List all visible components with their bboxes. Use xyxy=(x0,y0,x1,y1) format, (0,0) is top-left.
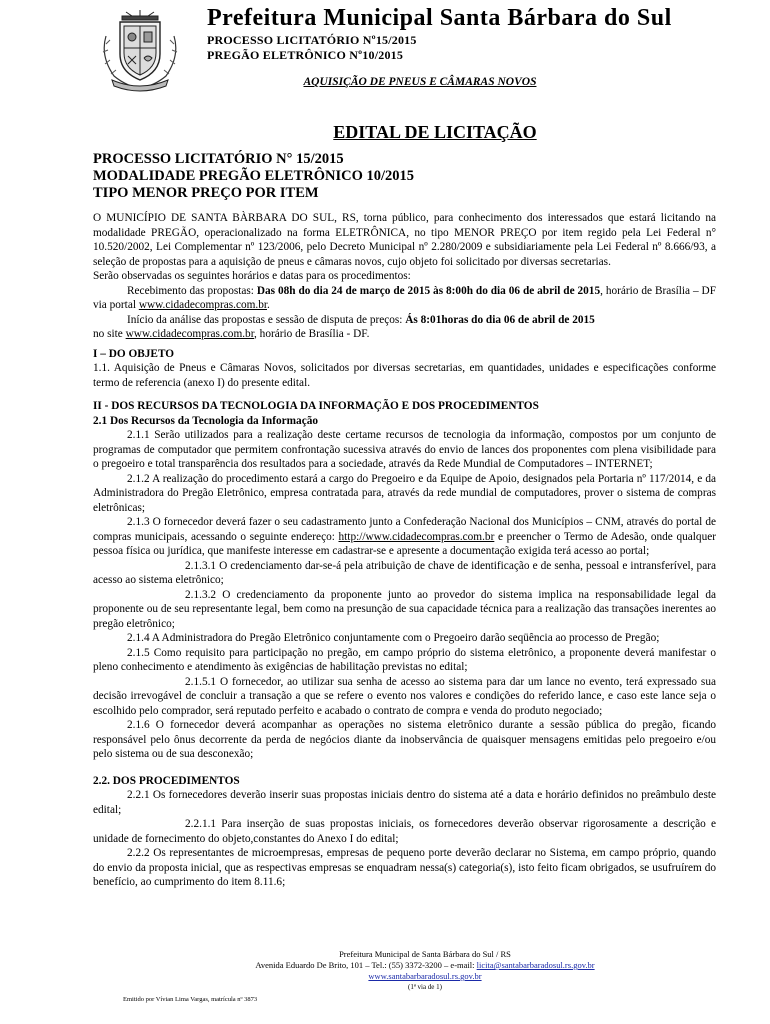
receipt-paragraph xyxy=(93,284,716,313)
document-title: EDITAL DE LICITAÇÃO xyxy=(333,122,537,142)
paragraph-2-1-1: 2.1.1 Serão utilizados para a realização deste certame recursos de tecnologia da informação, compostos por um conjunto de programas de computador que permitem confrontação sucessiva através do envio de lances dos proponentes com plena visibilidade para o pregoeiro e total transparência dos resultados para a sociedade, através da Rede Mundial de Computadores – INTERNET; xyxy=(93,429,716,470)
site-link[interactable]: www.cidadecompras.com.br xyxy=(125,328,255,340)
footer-email-link[interactable]: licita@santabarbaradosul.rs.gov.br xyxy=(476,960,595,970)
paragraph-2-1-4: 2.1.4 A Administradora do Pregão Eletrônico conjuntamente com o Pregoeiro darão seqüência ao processo de Pregão; xyxy=(127,632,660,644)
document-body xyxy=(93,211,716,890)
subsection-technology-title: 2.1 Dos Recursos da Tecnologia da Informação xyxy=(93,414,319,427)
footer-address-text: Avenida Eduardo De Brito, 101 – Tel.: (55) 3372-3200 – e-mail: xyxy=(255,960,477,970)
site-text: , horário de Brasília - DF. xyxy=(254,328,370,340)
section-object-title: I – DO OBJETO xyxy=(93,347,175,360)
heading-modality: MODALIDADE PREGÃO ELETRÔNICO 10/2015 xyxy=(93,168,415,184)
paragraph-2-1-3-text: 2.1.3 O fornecedor deverá fazer o seu cadastramento junto a Confederação Nacional dos Municípios – CNM, através do portal de compras municipais, acessando o seguinte endereço: xyxy=(93,516,716,543)
receipt-label: Recebimento das propostas: xyxy=(127,284,257,297)
footer-copy-note: (1ª via de 1) xyxy=(407,983,442,991)
receipt-end: . xyxy=(267,299,270,311)
subject-line: AQUISIÇÃO DE PNEUS E CÂMARAS NOVOS xyxy=(303,76,537,88)
intro-paragraph: O MUNICÍPIO DE SANTA BÀRBARA DO SUL, RS, torna público, para conhecimento dos interessados que estará licitando na modalidade PREGÃO, operacionalizado na forma ELETRÔNICA, no tipo MENOR PREÇO por item regido pela Lei Federal n° 10.520/2002, Lei Complementar nº 123/2006, pelo Decreto Municipal nº 2.280/2009 e subsidiariamente pela Lei Federal nº 8.666/93, a seleção de propostas para a aquisição de pneus e câmaras novos, cujo objeto foi solicitado por diversas secretarias. xyxy=(93,212,716,268)
paragraph-2-1-3-1: 2.1.3.1 O credenciamento dar-se-á pela atribuição de chave de identificação e de senha, pessoal e intransferível, para acesso ao sistema eletrônico; xyxy=(93,559,716,586)
start-label: Início da análise das propostas e sessão de disputa de preços: xyxy=(127,313,406,326)
process-number: PROCESSO LICITATÓRIO Nº15/2015 xyxy=(207,33,417,47)
start-date: Ás 8:01horas do dia 06 de abril de 2015 xyxy=(405,313,595,326)
paragraph-2-1-3-rest: e preencher o Termo de Adesão, onde qualquer pessoa física ou jurídica, que manifeste interesse em cadastrar-se e apresente a documentação exigida terá acesso ao portal; xyxy=(93,530,716,557)
footer-website-link[interactable]: www.santabarbaradosul.rs.gov.br xyxy=(368,971,482,981)
cidadecompras-link[interactable]: http://www.cidadecompras.com.br xyxy=(338,530,495,543)
municipality-title: Prefeitura Municipal Santa Bárbara do Sul xyxy=(207,5,672,31)
footer-name: Prefeitura Municipal de Santa Bárbara do Sul / RS xyxy=(339,949,511,959)
paragraph-2-1-5: 2.1.5 Como requisito para participação no pregão, em campo próprio do sistema eletrônico, a proponente deverá manifestar o pleno conhecimento e atendimento às exigências de habilitação previstas no edital; xyxy=(93,646,716,673)
paragraph-2-1-5-1: 2.1.5.1 O fornecedor, ao utilizar sua senha de acesso ao sistema para dar um lance no evento, terá expressado sua decisão irrevogável de concluir a transação a que se refere o evento nos valores e condições do referido lance, e caso este lance seja o escolhido pelo comprador, será reputado perfeito e acabado o contrato de compra e venda do produto negociado; xyxy=(93,675,716,717)
paragraph-2-2-1-1: 2.2.1.1 Para inserção de suas propostas iniciais, os fornecedores deverão observar rigorosamente a descrição e unidade de fornecimento do objeto,constantes do Anexo I do edital; xyxy=(93,818,716,845)
receipt-text: , horário de Brasília – DF via portal xyxy=(93,284,716,311)
section-object-paragraph: 1.1. Aquisição de Pneus e Câmaras Novos, solicitados por diversas secretarias, em quantidades, unidades e especificações conforme termo de referencia (anexo I) do presente edital. xyxy=(93,362,716,389)
site-label: no site xyxy=(93,328,126,340)
paragraph-2-1-3-2: 2.1.3.2 O credenciamento da proponente junto ao provedor do sistema implica na responsabilidade legal da proponente ou de seu representante legal, bem como na presunção de sua capacidade técnica para a realização das transações inerentes ao pregão eletrônico; xyxy=(93,588,716,630)
paragraph-2-1-2: 2.1.2 A realização do procedimento estará a cargo do Pregoeiro e da Equipe de Apoio, designados pela Portaria nº 117/2014, e da Administradora do Pregão Eletrônico, empresa contratada para, através da rede mundial de computadores, prover o sistema de compras eletrônicas; xyxy=(93,472,716,514)
footer-address xyxy=(80,960,770,971)
schedule-intro: Serão observadas os seguintes horários e datas para os procedimentos: xyxy=(93,270,411,282)
issued-by-note: Emitido por Vívian Lima Vargas, matrícula nº 3873 xyxy=(123,996,258,1003)
section-procedures-title: 2.2. DOS PROCEDIMENTOS xyxy=(93,774,240,787)
heading-process: PROCESSO LICITATÓRIO N° 15/2015 xyxy=(93,151,344,167)
paragraph-2-1-6: 2.1.6 O fornecedor deverá acompanhar as operações no sistema eletrônico durante a sessão pública do pregão, ficando responsável pelo ônus decorrente da perda de negócios diante da inobservância de quaisquer mensagens emitidas pelo pregoeiro e/ou pelo sistema ou de sua desconexão; xyxy=(93,719,716,760)
heading-type: TIPO MENOR PREÇO POR ITEM xyxy=(93,185,319,201)
section-technology-title: II - DOS RECURSOS DA TECNOLOGIA DA INFORMAÇÃO E DOS PROCEDIMENTOS xyxy=(93,400,539,412)
paragraph-2-1-3 xyxy=(93,515,716,559)
portal-link[interactable]: www.cidadecompras.com.br xyxy=(138,299,268,311)
paragraph-2-2-1: 2.2.1 Os fornecedores deverão inserir suas propostas iniciais dentro do sistema até a data e horário definidos no preâmbulo deste edital; xyxy=(93,789,716,816)
auction-number: PREGÃO ELETRÔNICO Nº10/2015 xyxy=(207,48,404,62)
start-site-line xyxy=(93,327,716,342)
receipt-dates: Das 08h do dia 24 de março de 2015 às 8:00h do dia 06 de abril de 2015 xyxy=(256,284,601,297)
start-paragraph xyxy=(93,313,716,328)
paragraph-2-2-2: 2.2.2 Os representantes de microempresas, empresas de pequeno porte deverão declarar no Sistema, em campo próprio, quando do envio da proposta inicial, que as respectivas empresas se enquadram nessa(s) categoria(s), isto feito ficam obrigados, se usufruírem do benefício, ao cumprimento do item 8.11.6; xyxy=(93,847,716,888)
page-footer xyxy=(0,949,770,993)
